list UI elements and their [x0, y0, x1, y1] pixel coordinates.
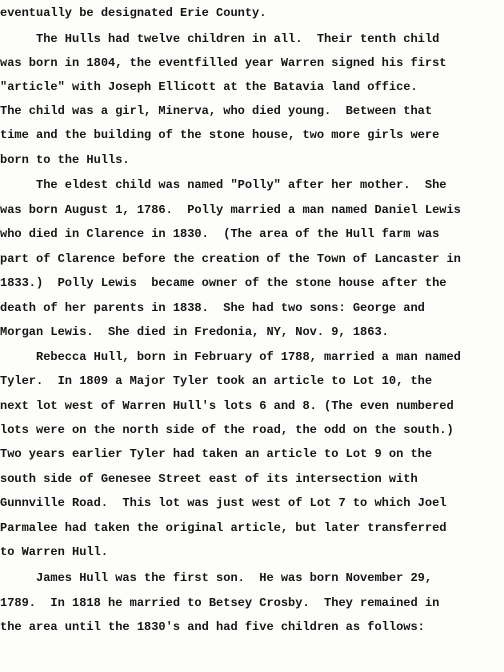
text-line: Gunnville Road. This lot was just west of Lot 7 to which Joel [0, 496, 447, 510]
text-line: The child was a girl, Minerva, who died young. Between that [0, 104, 433, 118]
text-line: to Warren Hull. [0, 545, 109, 559]
text-line: who died in Clarence in 1830. (The area of the Hull farm was [0, 227, 440, 241]
text-line: The eldest child was named "Polly" after her mother. She [0, 178, 447, 192]
text-line: The Hulls had twelve children in all. Their tenth child [0, 32, 440, 46]
text-line: Rebecca Hull, born in February of 1788, married a man named [0, 350, 461, 364]
text-line: "article" with Joseph Ellicott at the Batavia land office. [0, 80, 418, 94]
text-line: lots were on the north side of the road, the odd on the south.) [0, 423, 454, 437]
text-line: part of Clarence before the creation of the Town of Lancaster in [0, 252, 461, 266]
text-line: the area until the 1830's and had five children as follows: [0, 620, 425, 634]
text-line: James Hull was the first son. He was born November 29, [0, 571, 433, 585]
text-line: Parmalee had taken the original article, but later transferred [0, 521, 447, 535]
text-line: 1789. In 1818 he married to Betsey Crosby. They remained in [0, 596, 440, 610]
text-line: was born in 1804, the eventfilled year Warren signed his first [0, 56, 447, 70]
text-line: south side of Genesee Street east of its intersection with [0, 472, 418, 486]
text-line: death of her parents in 1838. She had two sons: George and [0, 301, 425, 315]
text-line: next lot west of Warren Hull's lots 6 and 8. (The even numbered [0, 399, 454, 413]
text-line: Two years earlier Tyler had taken an article to Lot 9 on the [0, 447, 433, 461]
text-line: Tyler. In 1809 a Major Tyler took an article to Lot 10, the [0, 374, 433, 388]
text-line: eventually be designated Erie County. [0, 6, 267, 20]
text-line: time and the building of the stone house, two more girls were [0, 128, 440, 142]
text-line: born to the Hulls. [0, 153, 130, 167]
text-line: was born August 1, 1786. Polly married a man named Daniel Lewis [0, 203, 461, 217]
text-line: 1833.) Polly Lewis became owner of the stone house after the [0, 276, 447, 290]
text-line: Morgan Lewis. She died in Fredonia, NY, Nov. 9, 1863. [0, 325, 389, 339]
